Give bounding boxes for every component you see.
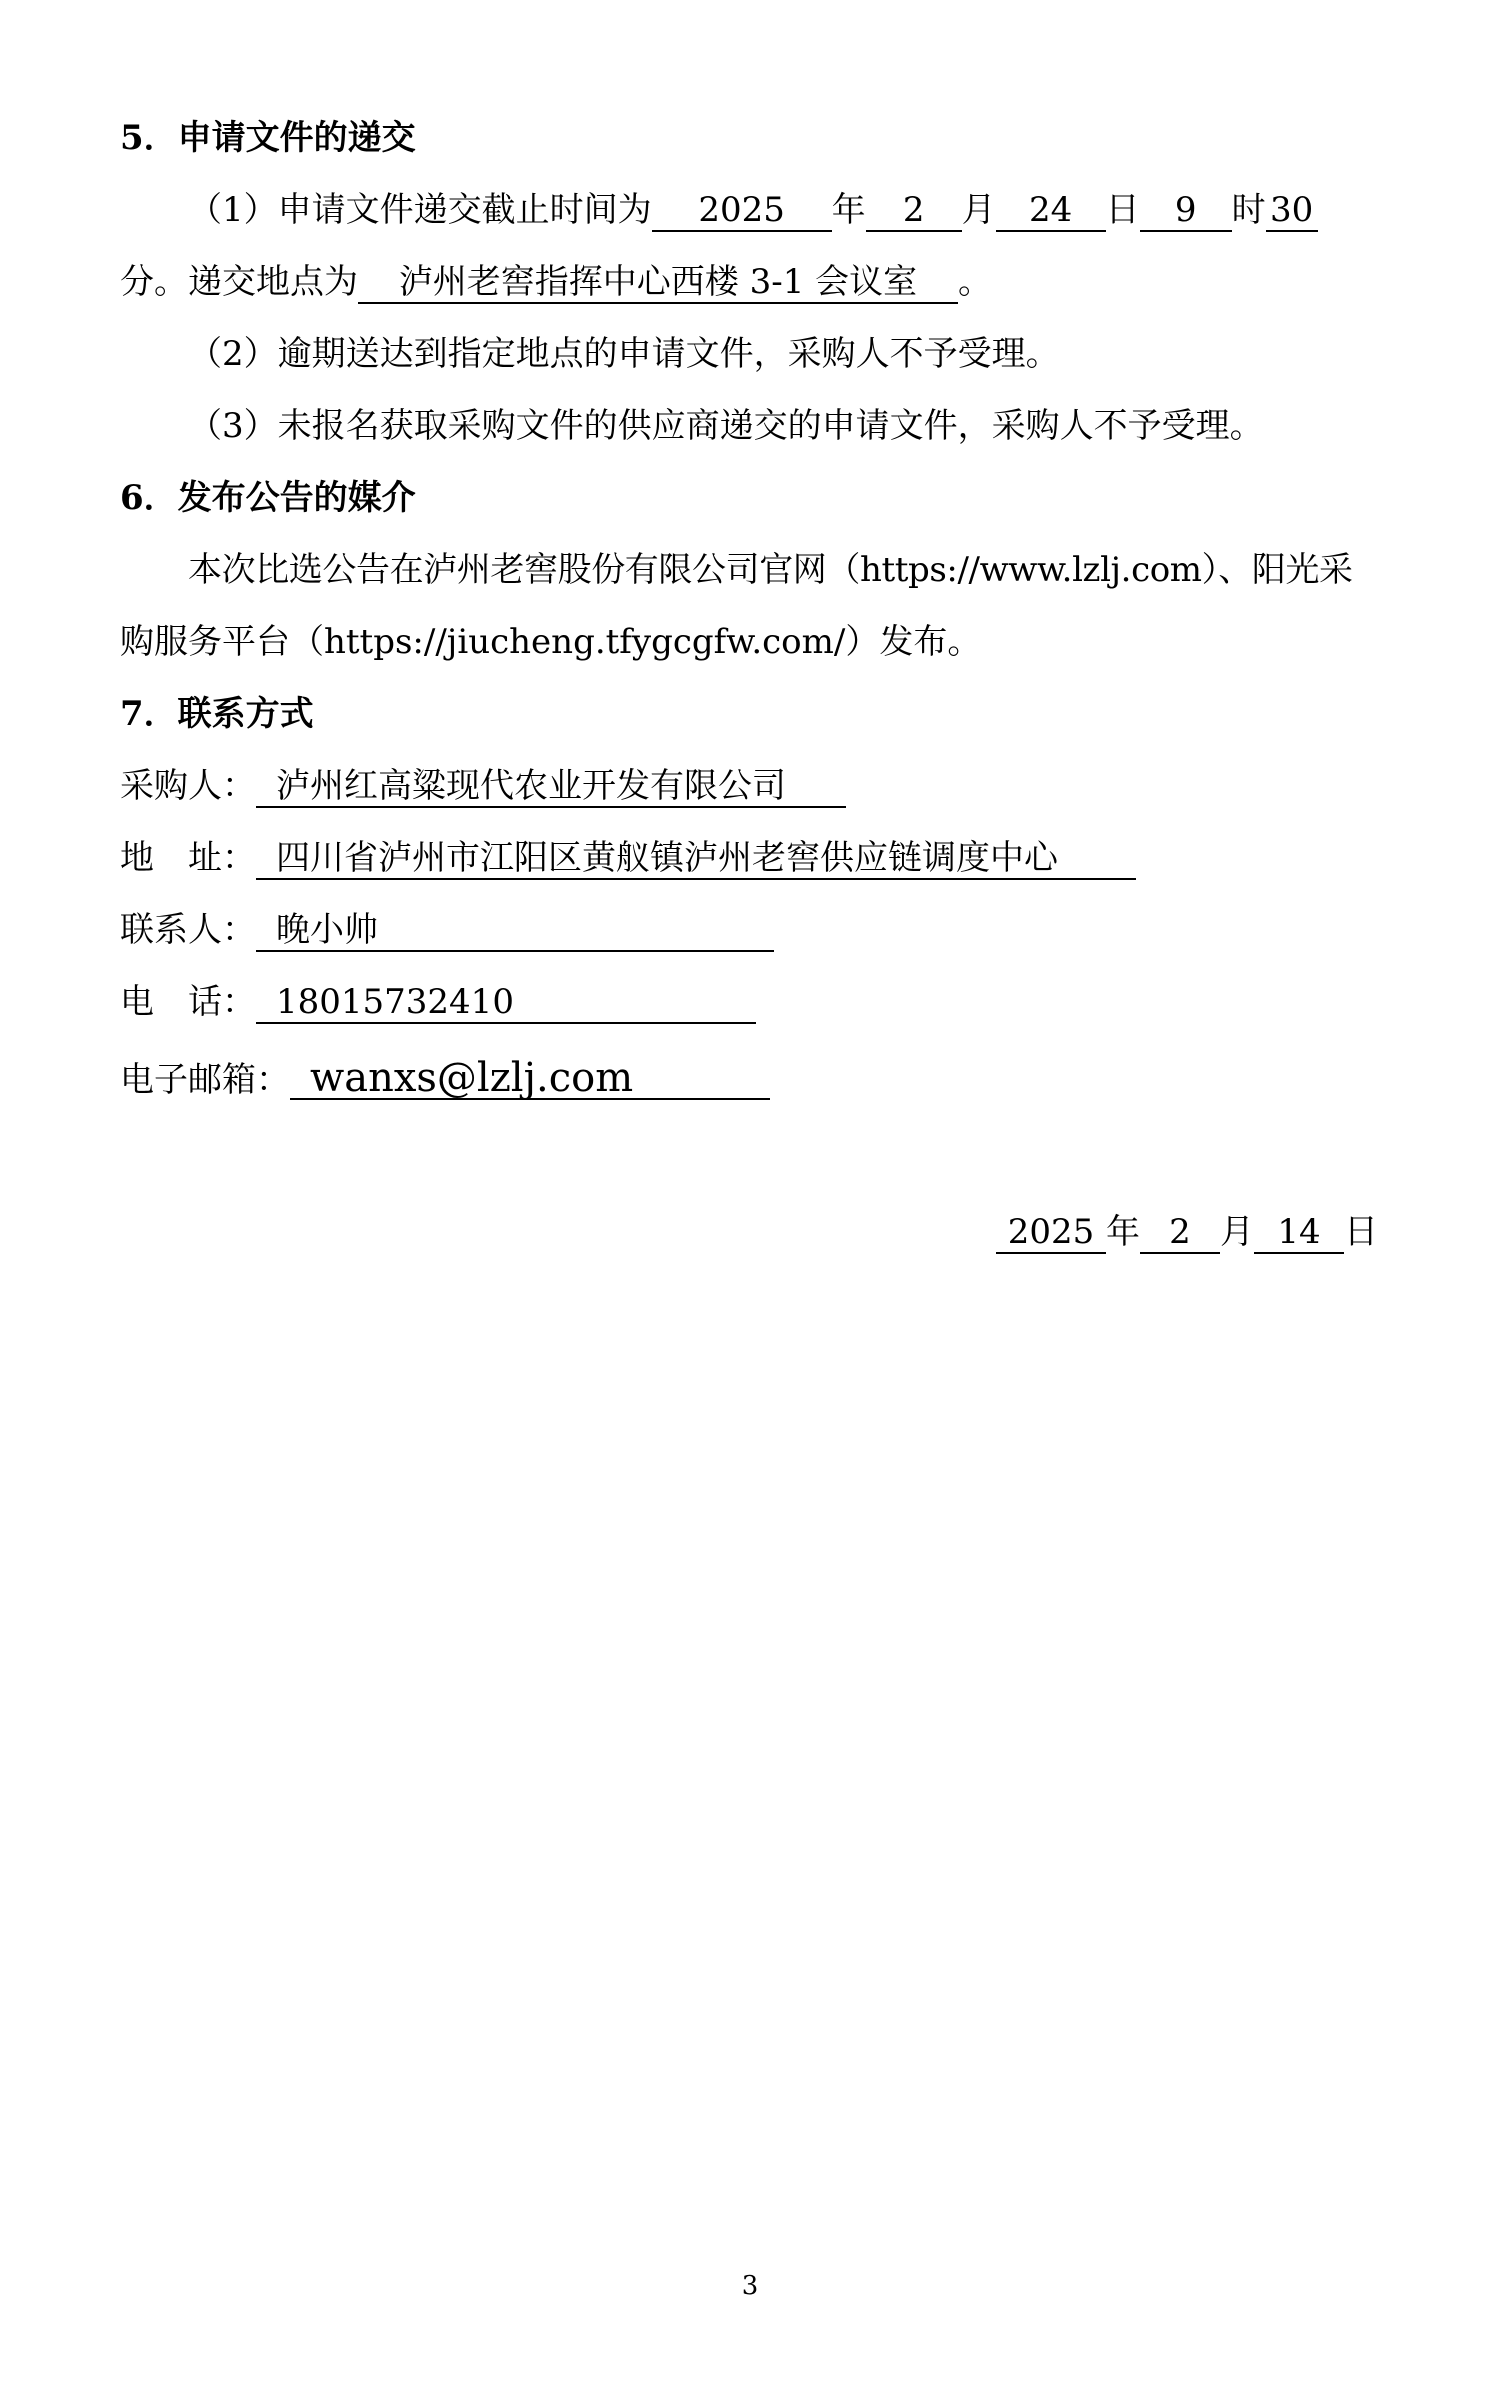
- deadline-year-unit: 年: [831, 190, 866, 230]
- address-value: 四川省泸州市江阳区黄舣镇泸州老窖供应链调度中心: [256, 838, 1136, 880]
- deadline-day-unit: 日: [1105, 190, 1140, 230]
- deadline-month-unit: 月: [961, 190, 996, 230]
- sign-date-year: 2025: [996, 1212, 1106, 1254]
- submission-place-end: 。: [958, 262, 992, 302]
- email-row: [120, 1055, 770, 1102]
- deadline-month: 2: [866, 190, 962, 232]
- phone-value: 18015732410: [256, 982, 756, 1024]
- deadline-hour: 9: [1140, 190, 1232, 232]
- address-label: 地 址：: [120, 838, 256, 878]
- sign-date-day: 14: [1254, 1212, 1344, 1254]
- contact-row: [120, 908, 774, 952]
- phone-row: [120, 980, 756, 1024]
- contact-label: 联系人：: [120, 910, 256, 950]
- deadline-day: 24: [996, 190, 1106, 232]
- email-label: 电子邮箱：: [120, 1060, 290, 1100]
- email-value: wanxs@lzlj.com: [290, 1058, 770, 1100]
- deadline-minute-unit: 分。递交地点为: [120, 262, 358, 302]
- sign-date-day-unit: 日: [1344, 1212, 1378, 1252]
- contact-value: 晚小帅: [256, 910, 774, 952]
- address-row: [120, 836, 1136, 880]
- submission-place: 泸州老窖指挥中心西楼 3-1 会议室: [358, 262, 958, 304]
- page-number: 3: [741, 2271, 759, 2301]
- section-5-heading: 5．申请文件的递交: [120, 118, 416, 158]
- purchaser-row: [120, 764, 846, 808]
- section-5-item-1-line-1: [188, 188, 1318, 232]
- section-5-item-3: （3）未报名获取采购文件的供应商递交的申请文件，采购人不予受理。: [188, 406, 1264, 446]
- section-6-line-2: 购服务平台（https://jiucheng.tfygcgfw.com/）发布。: [120, 622, 982, 662]
- purchaser-label: 采购人：: [120, 766, 256, 806]
- section-6-heading: 6．发布公告的媒介: [120, 478, 416, 518]
- phone-label: 电 话：: [120, 982, 256, 1022]
- deadline-year: 2025: [652, 190, 832, 232]
- deadline-hour-unit: 时: [1231, 190, 1266, 230]
- section-7-heading: 7．联系方式: [120, 694, 314, 734]
- sign-date-year-unit: 年: [1106, 1212, 1140, 1252]
- deadline-minute: 30: [1266, 190, 1318, 232]
- sign-date: [996, 1210, 1378, 1254]
- sign-date-month-unit: 月: [1220, 1212, 1254, 1252]
- purchaser-value: 泸州红高粱现代农业开发有限公司: [256, 766, 846, 808]
- sign-date-month: 2: [1140, 1212, 1220, 1254]
- section-5-item-1-line-2: [120, 260, 992, 304]
- section-5-item-2: （2）逾期送达到指定地点的申请文件，采购人不予受理。: [188, 334, 1060, 374]
- section-6-line-1: 本次比选公告在泸州老窖股份有限公司官网（https://www.lzlj.com）、阳光采: [188, 550, 1353, 590]
- deadline-prefix: （1）申请文件递交截止时间为: [188, 190, 652, 230]
